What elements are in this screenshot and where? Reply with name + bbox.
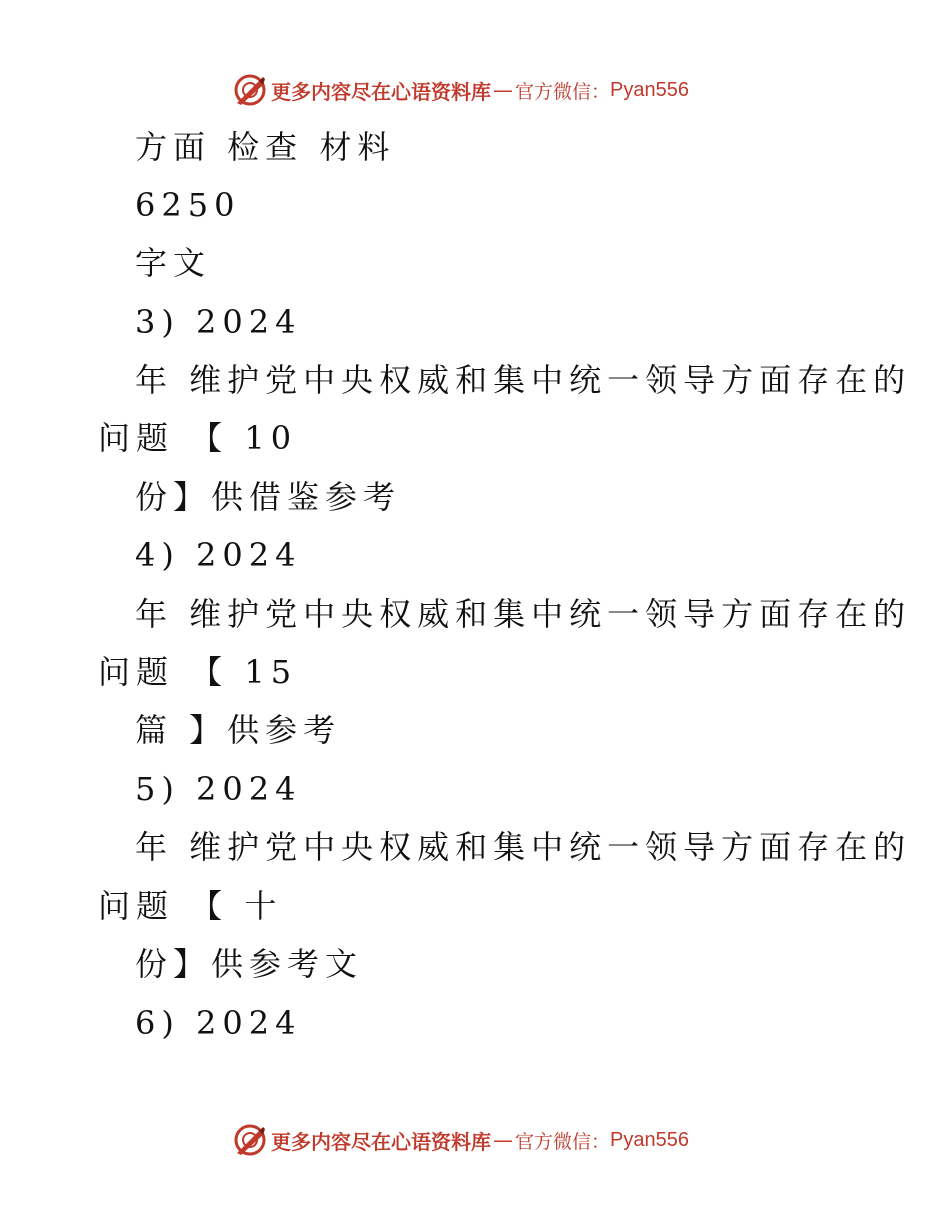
text-line: 问题 【 10 <box>98 419 298 457</box>
text-line: 字文 <box>135 244 212 282</box>
pen-logo-icon <box>233 73 267 107</box>
pen-logo-icon <box>233 1123 267 1157</box>
text-line: 份】供参考文 <box>135 945 364 983</box>
text-line: 5) 2024 <box>135 770 302 808</box>
wechat-id: Pyan556 <box>610 1128 689 1151</box>
text-line: 年 维护党中央权威和集中统一领导方面存在的 <box>135 361 912 399</box>
wechat-label: 官方微信： <box>515 80 611 103</box>
text-line: 份】供借鉴参考 <box>135 478 402 516</box>
banner-separator: — <box>493 78 513 102</box>
text-line: 3) 2024 <box>135 303 302 341</box>
text-line: 6250 <box>135 186 241 224</box>
footer-watermark <box>233 1123 689 1157</box>
header-watermark <box>233 73 689 107</box>
text-line: 方面 检查 材料 <box>135 128 396 166</box>
wechat-label: 官方微信： <box>515 1130 611 1153</box>
wechat-id: Pyan556 <box>610 78 689 101</box>
text-line: 6) 2024 <box>135 1004 302 1042</box>
banner-separator: — <box>493 1128 513 1152</box>
text-line: 4) 2024 <box>135 536 302 574</box>
text-line: 篇 】供参考 <box>135 711 342 749</box>
text-line: 年 维护党中央权威和集中统一领导方面存在的 <box>135 595 912 633</box>
text-line: 问题 【 十 <box>98 887 283 925</box>
text-line: 年 维护党中央权威和集中统一领导方面存在的 <box>135 828 912 866</box>
banner-text: 更多内容尽在心语资料库 <box>271 1129 491 1154</box>
banner-text: 更多内容尽在心语资料库 <box>271 79 491 104</box>
text-line: 问题 【 15 <box>98 653 298 691</box>
